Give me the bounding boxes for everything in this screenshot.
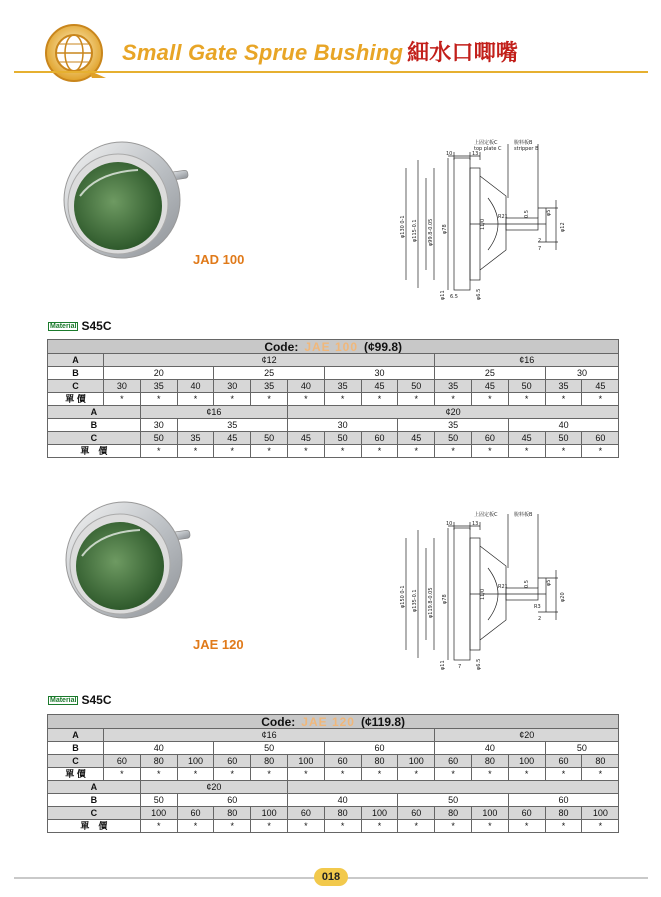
jae120-cell: * <box>214 820 251 833</box>
page-title-en: Small Gate Sprue Bushing <box>122 40 404 65</box>
jad100-cell: 60 <box>582 432 619 445</box>
drawing-dim-13: φ11 <box>440 290 446 300</box>
jad100-cell: 50 <box>324 432 361 445</box>
jae120-code-cell <box>48 715 619 729</box>
jad100-cell: 30 <box>324 367 434 380</box>
jae120-cell: * <box>471 820 508 833</box>
sprue-bushing-jae120-image <box>60 492 200 622</box>
jad100-code-label: Code: <box>264 339 299 354</box>
jae120-cell: 100 <box>508 755 545 768</box>
jad100-cell: * <box>324 445 361 458</box>
jae120-cell: * <box>545 768 582 781</box>
drawing-label-stripper: 脫料板B <box>514 140 533 146</box>
drawing2-dim-2: φ150 0-1 <box>400 585 406 608</box>
drawing2-dim-9: φ5 <box>546 579 552 586</box>
drawing2-dim-13: 7 <box>458 664 462 670</box>
jad100-cell: * <box>471 393 508 406</box>
jae120-cell: 80 <box>140 755 177 768</box>
jae120-cell: * <box>140 768 177 781</box>
jae120-cell: * <box>435 820 472 833</box>
jad100-cell: ¢16 <box>435 354 619 367</box>
jad100-cell: 30 <box>287 419 397 432</box>
jad100-cell: 45 <box>287 432 324 445</box>
jae120-cell: * <box>177 768 214 781</box>
jae120-row-label: C <box>48 755 104 768</box>
jad100-cell: * <box>214 445 251 458</box>
drawing-dim-3: φ115-0.1 <box>412 219 418 242</box>
jad100-row-label: 單 價 <box>48 445 141 458</box>
drawing-dim-14: 6.5 <box>450 294 458 300</box>
jae120-row-price <box>48 768 619 781</box>
jae120-cell: 100 <box>177 755 214 768</box>
jad100-row2-c <box>48 432 619 445</box>
jad100-cell: * <box>287 393 324 406</box>
jae120-cell: * <box>508 768 545 781</box>
jad100-row2-a <box>48 406 619 419</box>
jad100-row2-b <box>48 419 619 432</box>
jae120-cell: * <box>398 768 435 781</box>
drawing2-label-top-plate: 上固定板C <box>474 512 498 518</box>
jad100-cell: 25 <box>214 367 324 380</box>
jae120-cell: * <box>545 820 582 833</box>
jad100-code-price: (¢99.8) <box>364 339 403 354</box>
jad100-cell: * <box>361 445 398 458</box>
jae120-cell: * <box>508 820 545 833</box>
jad100-cell: * <box>471 445 508 458</box>
jae120-cell: 40 <box>435 742 545 755</box>
jad100-cell: 50 <box>398 380 435 393</box>
jae120-cell: 100 <box>361 807 398 820</box>
jad100-cell: 40 <box>177 380 214 393</box>
jae120-row-label: B <box>48 742 104 755</box>
jad100-code-name: JAE 100 <box>304 339 359 354</box>
jad100-cell: * <box>324 393 361 406</box>
jad100-row-c <box>48 380 619 393</box>
page-title-zh: 細水口唧嘴 <box>407 41 519 66</box>
jad100-cell: 35 <box>398 419 508 432</box>
jad100-cell: ¢12 <box>104 354 435 367</box>
drawing2-dim-1: 13 <box>472 521 479 527</box>
jae120-row2-a <box>48 781 619 794</box>
jad100-cell: 35 <box>251 380 288 393</box>
jae120-cell: * <box>251 820 288 833</box>
jae120-cell: 60 <box>435 755 472 768</box>
jae120-cell: 100 <box>398 755 435 768</box>
jae120-cell: * <box>251 768 288 781</box>
drawing-dim-7: 11/0 <box>480 218 486 230</box>
jae120-cell: * <box>324 768 361 781</box>
jae120-cell: * <box>177 820 214 833</box>
jae120-row-b <box>48 742 619 755</box>
jae120-code-row <box>48 715 619 729</box>
jad100-cell: * <box>545 393 582 406</box>
jae120-cell: ¢16 <box>104 729 435 742</box>
jae120-cell: 60 <box>398 807 435 820</box>
jad100-cell: 40 <box>287 380 324 393</box>
jad100-cell: * <box>287 445 324 458</box>
company-logo-icon <box>40 22 110 84</box>
jae120-cell: 80 <box>251 755 288 768</box>
jad100-row-label: A <box>48 354 104 367</box>
jae120-row-label: A <box>48 729 104 742</box>
jad100-row2-price <box>48 445 619 458</box>
header-divider <box>14 71 648 73</box>
jad100-cell: 35 <box>177 432 214 445</box>
jad100-cell: 30 <box>140 419 177 432</box>
jae120-cell: 100 <box>140 807 177 820</box>
jad100-row-label: C <box>48 380 104 393</box>
jae120-cell: 60 <box>177 794 287 807</box>
product-label-jae120: JAE 120 <box>193 637 244 652</box>
jae120-cell: 60 <box>545 755 582 768</box>
jad100-row-label: B <box>48 419 141 432</box>
material-value: S45C <box>81 319 112 333</box>
jad100-cell: 40 <box>508 419 619 432</box>
jad100-cell: * <box>398 445 435 458</box>
jae120-cell: 60 <box>214 755 251 768</box>
jae120-cell: * <box>361 768 398 781</box>
jae120-row-label: A <box>48 781 141 794</box>
jae120-cell: 100 <box>287 755 324 768</box>
jae120-row-label: C <box>48 807 141 820</box>
jad100-row-a <box>48 354 619 367</box>
jad100-cell: * <box>361 393 398 406</box>
jad100-cell: 30 <box>104 380 141 393</box>
drawing-dim-4: φ99.8-0.05 <box>428 218 434 246</box>
jae120-code-price: (¢119.8) <box>360 714 406 729</box>
jad100-row-label: B <box>48 367 104 380</box>
jad100-cell: ¢20 <box>287 406 618 419</box>
jae120-cell: 50 <box>140 794 177 807</box>
jad100-cell: 45 <box>582 380 619 393</box>
jae120-cell: * <box>361 820 398 833</box>
page-number-badge: 018 <box>314 868 348 886</box>
jae120-cell: 40 <box>104 742 214 755</box>
spec-table-jae120 <box>47 714 619 833</box>
drawing2-dim-5: φ78 <box>442 594 448 604</box>
drawing2-dim-11: φ20 <box>560 592 566 602</box>
jae120-cell: 80 <box>582 755 619 768</box>
jad100-cell: 20 <box>104 367 214 380</box>
jae120-cell: 50 <box>545 742 619 755</box>
drawing-dim-15: φ6.5 <box>476 288 482 300</box>
drawing-dim-6: R21 <box>498 214 508 220</box>
jad100-cell: * <box>435 445 472 458</box>
drawing2-dim-0: 10 <box>446 521 453 527</box>
jad100-cell: * <box>140 445 177 458</box>
spec-table-jad100 <box>47 339 619 458</box>
drawing-dim-0: 10 <box>446 151 453 157</box>
drawing-dim-2: φ130 0-1 <box>400 215 406 238</box>
jae120-cell: 40 <box>287 794 397 807</box>
drawing2-dim-7: 11/0 <box>480 588 486 600</box>
jad100-code-row <box>48 340 619 354</box>
jad100-cell: * <box>582 393 619 406</box>
jad100-cell: * <box>398 393 435 406</box>
drawing-dim-1: 13 <box>472 151 479 157</box>
jae120-cell: 80 <box>435 807 472 820</box>
jae120-cell: * <box>471 768 508 781</box>
jad100-cell: 35 <box>140 380 177 393</box>
material-badge-icon: Material <box>50 697 77 705</box>
jad100-cell: * <box>214 393 251 406</box>
drawing2-dim-15: φ6.5 <box>476 658 482 670</box>
jae120-cell: * <box>582 820 619 833</box>
jae120-cell: 60 <box>508 807 545 820</box>
drawing-label-top-plate-en: top plate C <box>474 146 502 152</box>
jad100-cell: 45 <box>214 432 251 445</box>
jad100-cell: 35 <box>435 380 472 393</box>
jad100-cell: 45 <box>508 432 545 445</box>
drawing-dim-10: φ12 <box>560 222 566 232</box>
page-footer <box>0 866 661 888</box>
jad100-cell: * <box>251 393 288 406</box>
jae120-cell: 60 <box>324 755 361 768</box>
drawing2-dim-4: φ119.8-0.05 <box>428 587 434 618</box>
jae120-cell: 60 <box>177 807 214 820</box>
jae120-cell <box>287 781 618 794</box>
drawing2-dim-6: R21 <box>498 584 508 590</box>
jae120-row-label: B <box>48 794 141 807</box>
jad100-cell: 30 <box>214 380 251 393</box>
material-badge-icon: Material <box>50 323 77 331</box>
jad100-cell: 35 <box>324 380 361 393</box>
jad100-cell: * <box>508 445 545 458</box>
drawing-dim-12: 7 <box>538 246 542 252</box>
jae120-cell: * <box>398 820 435 833</box>
sprue-bushing-jad100-image <box>58 132 198 262</box>
drawing2-dim-10: R3 <box>534 604 541 610</box>
jad100-cell: * <box>582 445 619 458</box>
jae120-cell: 60 <box>287 807 324 820</box>
jad100-cell: 50 <box>508 380 545 393</box>
jad100-cell: 45 <box>398 432 435 445</box>
material-jad100 <box>48 319 112 333</box>
jae120-row-label: 單 價 <box>48 820 141 833</box>
jad100-cell: * <box>177 393 214 406</box>
jad100-cell: ¢16 <box>140 406 287 419</box>
jad100-row-label: A <box>48 406 141 419</box>
jae120-cell: ¢20 <box>140 781 287 794</box>
jae120-cell: 60 <box>508 794 619 807</box>
jae120-cell: * <box>214 768 251 781</box>
technical-drawing-jad100 <box>388 138 588 304</box>
jae120-cell: * <box>287 820 324 833</box>
jad100-cell: * <box>435 393 472 406</box>
drawing-dim-9: φ5 <box>546 209 552 216</box>
jae120-cell: * <box>287 768 324 781</box>
jad100-row-label: 單 價 <box>48 393 104 406</box>
jad100-cell: 50 <box>140 432 177 445</box>
jad100-cell: 50 <box>435 432 472 445</box>
jae120-row-c <box>48 755 619 768</box>
drawing2-dim-3: φ135-0.1 <box>412 589 418 612</box>
drawing2-dim-8: 0.5 <box>524 580 530 588</box>
jae120-cell: 80 <box>361 755 398 768</box>
jae120-code-name: JAE 120 <box>301 714 355 729</box>
jae120-cell: 80 <box>214 807 251 820</box>
jae120-cell: 50 <box>214 742 324 755</box>
jad100-cell: 30 <box>545 367 619 380</box>
drawing2-dim-12: 2 <box>538 616 542 622</box>
jad100-code-cell <box>48 340 619 354</box>
jad100-cell: 45 <box>471 380 508 393</box>
jad100-cell: * <box>140 393 177 406</box>
jad100-cell: 45 <box>361 380 398 393</box>
jad100-row-label: C <box>48 432 141 445</box>
material-value: S45C <box>81 693 112 707</box>
jae120-cell: 100 <box>471 807 508 820</box>
jad100-cell: * <box>545 445 582 458</box>
jad100-cell: 25 <box>435 367 545 380</box>
jae120-cell: 80 <box>324 807 361 820</box>
jad100-cell: 35 <box>177 419 287 432</box>
jae120-cell: 100 <box>582 807 619 820</box>
jae120-cell: * <box>435 768 472 781</box>
jae120-cell: 80 <box>545 807 582 820</box>
jae120-cell: 100 <box>251 807 288 820</box>
page-title <box>122 36 518 67</box>
jae120-code-label: Code: <box>261 714 296 729</box>
drawing2-dim-14: φ11 <box>440 660 446 670</box>
jae120-cell: ¢20 <box>435 729 619 742</box>
jae120-cell: 60 <box>324 742 434 755</box>
product-label-jad100: JAD 100 <box>193 252 245 267</box>
jad100-cell: 35 <box>545 380 582 393</box>
jad100-cell: * <box>177 445 214 458</box>
drawing-dim-11: 2 <box>538 238 542 244</box>
jae120-cell: * <box>140 820 177 833</box>
drawing-label-top-plate: 上固定板C <box>474 140 498 146</box>
jad100-cell: 60 <box>361 432 398 445</box>
jad100-cell: 60 <box>471 432 508 445</box>
drawing-label-stripper-en: stripper B <box>514 146 539 152</box>
jae120-row-a <box>48 729 619 742</box>
drawing-dim-5: φ78 <box>442 224 448 234</box>
technical-drawing-jae120 <box>388 508 588 674</box>
jad100-cell: * <box>508 393 545 406</box>
jae120-cell: * <box>104 768 141 781</box>
jae120-cell: 50 <box>398 794 508 807</box>
jad100-cell: 50 <box>545 432 582 445</box>
jae120-cell: 60 <box>104 755 141 768</box>
jad100-row-price <box>48 393 619 406</box>
jad100-cell: 50 <box>251 432 288 445</box>
jae120-cell: * <box>324 820 361 833</box>
page-header <box>0 0 661 90</box>
drawing-dim-8: 0.5 <box>524 210 530 218</box>
jae120-row-label: 單 價 <box>48 768 104 781</box>
jae120-cell: * <box>582 768 619 781</box>
drawing2-label-stripper: 脫料板B <box>514 512 533 518</box>
jad100-row-b <box>48 367 619 380</box>
jae120-row2-b <box>48 794 619 807</box>
jae120-row2-c <box>48 807 619 820</box>
jae120-row2-price <box>48 820 619 833</box>
material-jae120 <box>48 693 112 707</box>
jad100-cell: * <box>104 393 141 406</box>
jae120-cell: 80 <box>471 755 508 768</box>
jad100-cell: * <box>251 445 288 458</box>
